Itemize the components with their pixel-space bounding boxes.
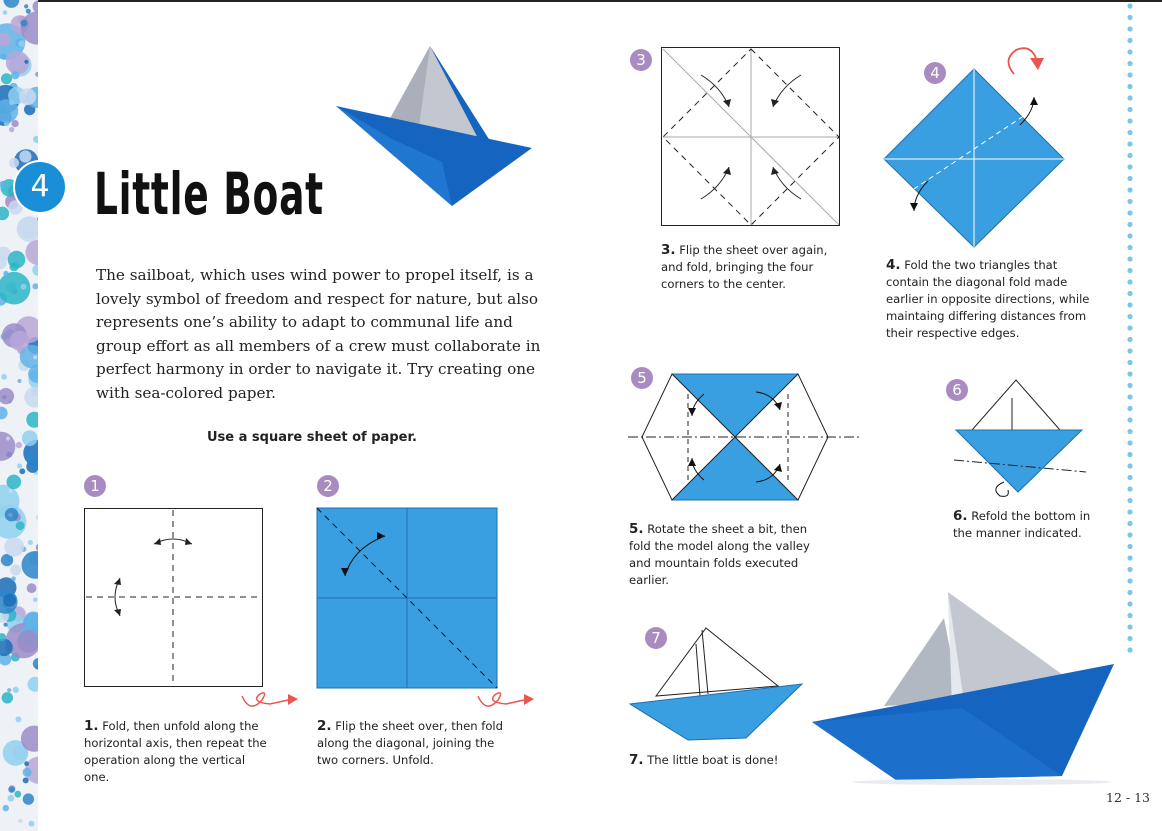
strip-dot: [33, 598, 38, 603]
strip-dot: [26, 412, 38, 428]
strip-dot: [1, 374, 7, 380]
step-6-badge: 6: [946, 379, 968, 401]
border-dot: [1127, 636, 1132, 641]
step-7-diagram: [628, 626, 804, 744]
border-dot: [1127, 509, 1132, 514]
chapter-badge: 4: [15, 162, 65, 212]
step-4-caption: 4. Fold the two triangles that contain the diagonal fold made earlier in opposite directions, while maintaing differing distances from their respective edges.: [886, 257, 1090, 340]
border-dot: [1127, 38, 1132, 43]
strip-dot: [33, 0, 39, 12]
finished-boat-image: [812, 590, 1118, 786]
strip-dot: [23, 793, 34, 804]
border-dot: [1127, 452, 1132, 457]
step-2-diagram: [317, 508, 497, 688]
border-dot: [1127, 555, 1132, 560]
strip-dot: [4, 537, 24, 557]
strip-dot: [6, 436, 10, 440]
border-dot: [1127, 544, 1132, 549]
border-dot: [1127, 233, 1132, 238]
border-dot: [1127, 268, 1132, 273]
border-dot: [1127, 279, 1132, 284]
strip-dot: [4, 623, 8, 627]
strip-dot: [0, 388, 14, 404]
strip-dot: [12, 120, 19, 127]
strip-dot: [24, 387, 38, 408]
step-1-caption: 1. Fold, then unfold along the horizontal axis, then repeat the operation along the vertical one.: [84, 718, 267, 784]
border-dot: [1127, 118, 1132, 123]
border-dot: [1127, 601, 1132, 606]
strip-dot: [18, 379, 22, 383]
strip-dot: [10, 565, 21, 576]
strip-dot: [33, 658, 38, 670]
border-dot: [1127, 417, 1132, 422]
step-4-badge: 4: [924, 62, 946, 84]
border-dot: [1127, 463, 1132, 468]
strip-dot: [19, 88, 36, 105]
strip-dot: [9, 127, 14, 132]
strip-dot: [16, 442, 22, 448]
strip-dot: [11, 71, 19, 79]
border-dot: [1127, 360, 1132, 365]
border-dot: [1127, 475, 1132, 480]
strip-dot: [8, 786, 15, 793]
border-dot: [1127, 107, 1132, 112]
strip-dot: [23, 777, 29, 783]
strip-dot: [24, 60, 28, 64]
strip-dot: [26, 9, 31, 14]
strip-dot: [11, 576, 16, 581]
strip-dot: [36, 544, 38, 552]
strip-dot: [24, 449, 30, 455]
border-dot: [1127, 590, 1132, 595]
border-dot: [1127, 613, 1132, 618]
right-dotted-border: [1122, 0, 1142, 831]
border-dot: [1127, 95, 1132, 100]
strip-dot: [1, 73, 12, 84]
page-title: Little Boat: [94, 160, 324, 228]
left-dot-strip: [0, 0, 38, 831]
strip-dot: [25, 240, 38, 265]
step-4-diagram: [884, 69, 1064, 249]
border-dot: [1127, 302, 1132, 307]
strip-dot: [28, 677, 38, 692]
strip-dot: [8, 251, 26, 269]
border-dot: [1127, 624, 1132, 629]
strip-dot: [3, 0, 19, 8]
border-dot: [1127, 61, 1132, 66]
border-dot: [1127, 429, 1132, 434]
step-5-badge: 5: [631, 367, 653, 389]
strip-dot: [8, 513, 12, 517]
strip-dot: [10, 331, 30, 351]
border-dot: [1127, 176, 1132, 181]
materials-note: Use a square sheet of paper.: [207, 430, 417, 445]
strip-dot: [18, 819, 22, 823]
top-rule: [38, 0, 1162, 2]
strip-dot: [13, 687, 19, 693]
border-dot: [1127, 49, 1132, 54]
strip-dot: [22, 551, 38, 579]
step-1-badge: 1: [84, 475, 106, 497]
strip-dot: [19, 468, 25, 474]
strip-dot: [24, 761, 29, 766]
step-2-caption: 2. Flip the sheet over, then fold along the diagonal, joining the two corners. Unfold.: [317, 718, 504, 767]
page-numbers: 12 - 13: [1106, 790, 1150, 805]
strip-dot: [21, 284, 27, 290]
border-dot: [1127, 245, 1132, 250]
strip-dot: [32, 283, 38, 289]
next-step-arrow-icon: [476, 688, 536, 718]
step-6-diagram: [950, 378, 1090, 498]
step-5-diagram: [628, 374, 860, 502]
strip-dot: [7, 475, 22, 490]
border-dot: [1127, 406, 1132, 411]
step-3-badge: 3: [630, 49, 652, 71]
strip-dot: [2, 692, 13, 703]
strip-dot: [21, 20, 28, 27]
border-dot: [1127, 325, 1132, 330]
border-dot: [1127, 164, 1132, 169]
strip-dot: [15, 716, 21, 722]
border-dot: [1127, 26, 1132, 31]
border-dot: [1127, 647, 1132, 652]
border-dot: [1127, 72, 1132, 77]
strip-dot: [29, 821, 35, 827]
border-dot: [1127, 153, 1132, 158]
strip-dot: [14, 791, 21, 798]
border-dot: [1127, 348, 1132, 353]
strip-dot: [7, 795, 14, 802]
border-dot: [1127, 130, 1132, 135]
strip-dot: [33, 355, 37, 359]
strip-dot: [16, 521, 25, 530]
strip-dot: [17, 464, 22, 469]
border-dot: [1127, 337, 1132, 342]
strip-dot: [3, 805, 9, 811]
strip-dot: [22, 430, 38, 446]
strip-dot: [0, 432, 15, 461]
border-dot: [1127, 256, 1132, 261]
border-dot: [1127, 394, 1132, 399]
border-dot: [1127, 141, 1132, 146]
step-7-badge: 7: [645, 627, 667, 649]
strip-dot: [18, 40, 25, 47]
strip-dot: [33, 136, 38, 143]
border-dot: [1127, 222, 1132, 227]
border-dot: [1127, 187, 1132, 192]
strip-dot: [36, 514, 38, 520]
strip-dot: [28, 540, 33, 545]
border-dot: [1127, 3, 1132, 8]
intro-paragraph: The sailboat, which uses wind power to propel itself, is a lovely symbol of freedom and respect for nature, but also represents one’s ability to adapt to communal life and group effort as all members of a crew must collaborate in perfect harmony in order to navigate it. Try creating one with sea-colored paper.: [96, 266, 541, 402]
strip-dot: [3, 271, 8, 276]
strip-dot: [27, 583, 37, 593]
border-dot: [1127, 383, 1132, 388]
border-dot: [1127, 440, 1132, 445]
border-dot: [1127, 486, 1132, 491]
border-dot: [1127, 521, 1132, 526]
strip-dot: [35, 72, 38, 77]
strip-dot: [9, 158, 19, 168]
strip-dot: [23, 768, 32, 777]
strip-dot: [32, 264, 38, 276]
hero-boat-image: [332, 44, 542, 209]
border-dot: [1127, 578, 1132, 583]
strip-dot: [19, 150, 31, 162]
border-dot: [1127, 199, 1132, 204]
step-6-caption: 6. Refold the bottom in the manner indicated.: [953, 508, 1091, 540]
border-dot: [1127, 532, 1132, 537]
step-7-caption: 7. The little boat is done!: [629, 752, 779, 768]
border-dot: [1127, 210, 1132, 215]
step-5-caption: 5. Rotate the sheet a bit, then fold the model along the valley and mountain folds executed earlier.: [629, 521, 810, 587]
next-step-arrow-icon: [240, 688, 300, 718]
step-3-diagram: [661, 47, 841, 227]
strip-dot: [0, 207, 9, 221]
step-1-diagram: [84, 508, 264, 688]
step-2-badge: 2: [317, 475, 339, 497]
strip-dot: [0, 54, 6, 60]
strip-dot: [24, 4, 28, 8]
border-dot: [1127, 371, 1132, 376]
border-dot: [1127, 291, 1132, 296]
strip-dot: [0, 407, 8, 420]
strip-dot: [7, 688, 11, 692]
strip-dot: [9, 489, 13, 493]
dot-pattern: [0, 0, 38, 831]
border-dot: [1127, 314, 1132, 319]
border-dot: [1127, 498, 1132, 503]
border-dot: [1127, 84, 1132, 89]
border-dot: [1127, 15, 1132, 20]
strip-dot: [3, 594, 16, 607]
border-dot: [1127, 567, 1132, 572]
strip-dot: [3, 10, 8, 15]
step-3-caption: 3. Flip the sheet over again, and fold, bringing the four corners to the center.: [661, 242, 828, 291]
